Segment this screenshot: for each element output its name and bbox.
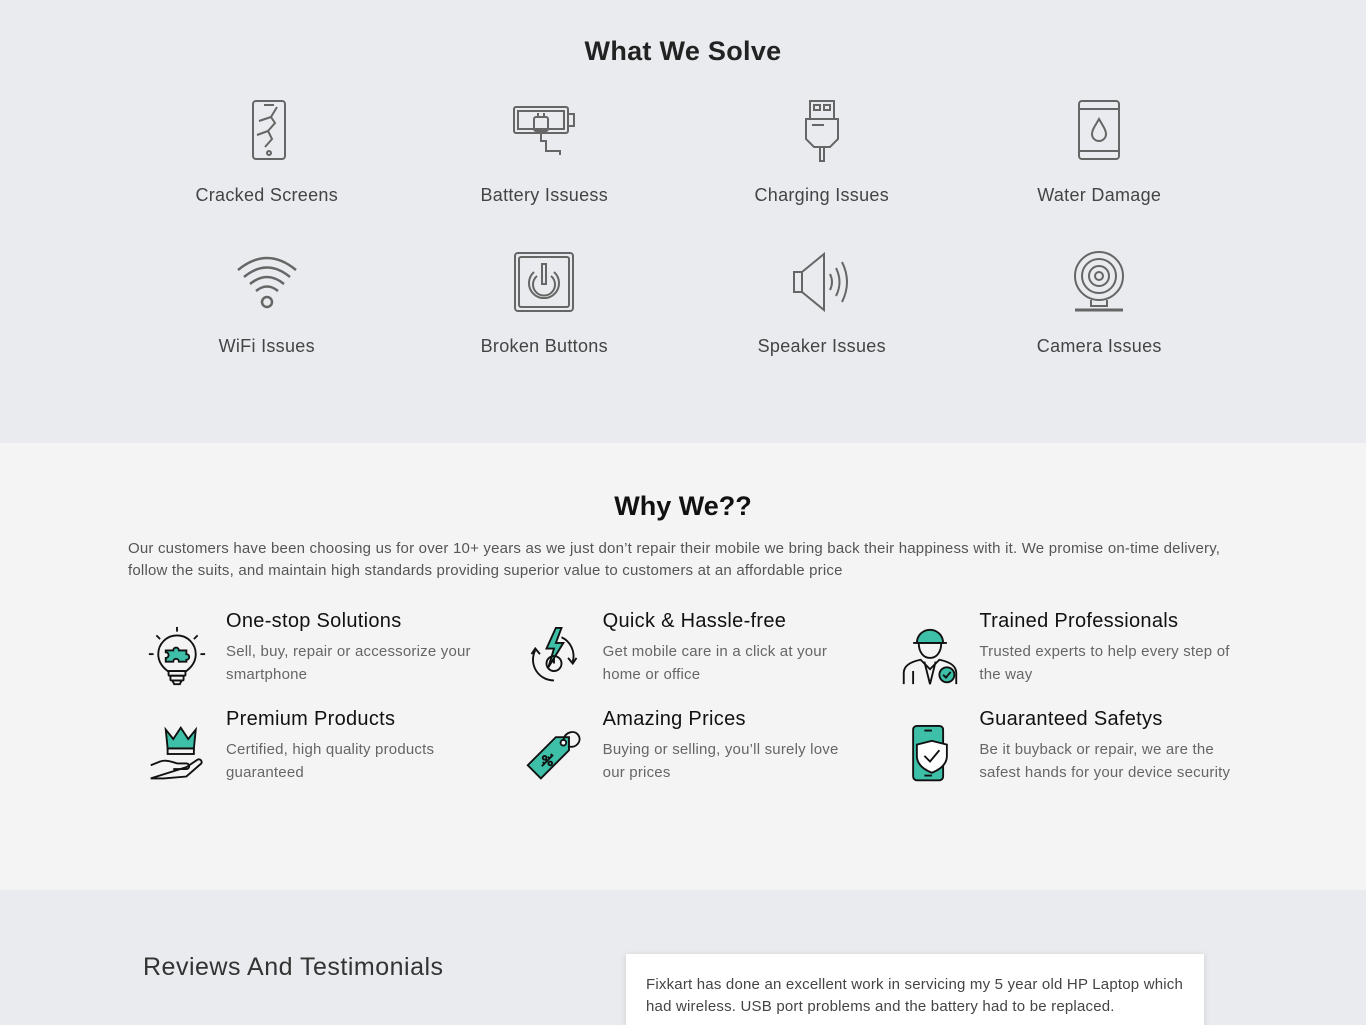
why-we-title: Why We?? — [614, 491, 752, 521]
solve-label: Charging Issues — [754, 185, 890, 205]
solve-label: Water Damage — [1037, 185, 1162, 205]
speaker-icon — [790, 250, 854, 314]
why-we-intro: Our customers have been choosing us for over 10+ years as we just don’t repair their mobile we bring back their happiness with it. We promise on-time delivery, follow the suits, and maintain high standards providing superior value to customers at an affordable price — [128, 540, 1221, 579]
why-item-title: One-stop Solutions — [226, 610, 402, 632]
why-grid — [128, 610, 1238, 784]
cracked-phone-icon — [235, 99, 299, 163]
why-item-desc: Certified, high quality products guaranteed — [226, 741, 435, 781]
solve-item-broken-buttons[interactable] — [406, 250, 684, 357]
why-item-title: Trained Professionals — [979, 610, 1179, 632]
reviews-title: Reviews And Testimonials — [143, 953, 444, 981]
power-button-icon — [512, 250, 576, 314]
why-item-desc: Get mobile care in a click at your home or office — [602, 643, 828, 683]
solve-item-cracked-screens[interactable] — [128, 99, 406, 206]
solve-grid — [128, 99, 1238, 357]
lightning-refresh-icon — [524, 626, 584, 686]
why-item-one-stop — [128, 610, 485, 686]
crown-hand-icon — [147, 724, 207, 784]
price-tag-icon — [524, 724, 584, 784]
why-item-title: Guaranteed Safetys — [979, 708, 1163, 730]
usb-cable-icon — [790, 99, 854, 163]
water-drop-phone-icon — [1067, 99, 1131, 163]
solve-label: Cracked Screens — [195, 185, 339, 205]
reviews-section — [0, 890, 1366, 1025]
why-item-title: Quick & Hassle-free — [602, 610, 787, 632]
technician-icon — [900, 626, 960, 686]
testimonial-card — [626, 954, 1204, 1025]
why-item-premium — [128, 708, 485, 784]
why-item-trained — [881, 610, 1238, 686]
webcam-icon — [1067, 250, 1131, 314]
solve-item-battery-issues[interactable] — [406, 99, 684, 206]
solve-label: Camera Issues — [1036, 336, 1162, 356]
solve-item-camera-issues[interactable] — [961, 250, 1239, 357]
solve-label: WiFi Issues — [218, 336, 315, 356]
why-item-quick — [505, 610, 862, 686]
why-item-safety — [881, 708, 1238, 784]
solve-item-water-damage[interactable] — [961, 99, 1239, 206]
solve-label: Battery Issuess — [480, 185, 609, 205]
solve-item-speaker-issues[interactable] — [683, 250, 961, 357]
why-item-prices — [505, 708, 862, 784]
solve-label: Broken Buttons — [480, 336, 608, 356]
why-item-desc: Buying or selling, you’ll surely love our prices — [602, 741, 839, 781]
what-we-solve-section — [0, 0, 1366, 443]
why-item-title: Amazing Prices — [602, 708, 746, 730]
what-we-solve-title: What We Solve — [584, 36, 782, 66]
why-item-title: Premium Products — [226, 708, 396, 730]
lightbulb-puzzle-icon — [147, 626, 207, 686]
solve-label: Speaker Issues — [757, 336, 886, 356]
testimonial-text: Fixkart has done an excellent work in servicing my 5 year old HP Laptop which had wireless. USB port problems and the battery had to be replaced. — [646, 976, 1184, 1015]
wifi-icon — [235, 250, 299, 314]
why-item-desc: Sell, buy, repair or accessorize your smartphone — [226, 643, 471, 683]
why-item-desc: Trusted experts to help every step of the way — [979, 643, 1230, 683]
why-item-desc: Be it buyback or repair, we are the safest hands for your device security — [979, 741, 1231, 781]
battery-plug-icon — [512, 99, 576, 163]
phone-shield-icon — [900, 724, 960, 784]
solve-item-wifi-issues[interactable] — [128, 250, 406, 357]
solve-item-charging-issues[interactable] — [683, 99, 961, 206]
why-we-section — [0, 443, 1366, 890]
